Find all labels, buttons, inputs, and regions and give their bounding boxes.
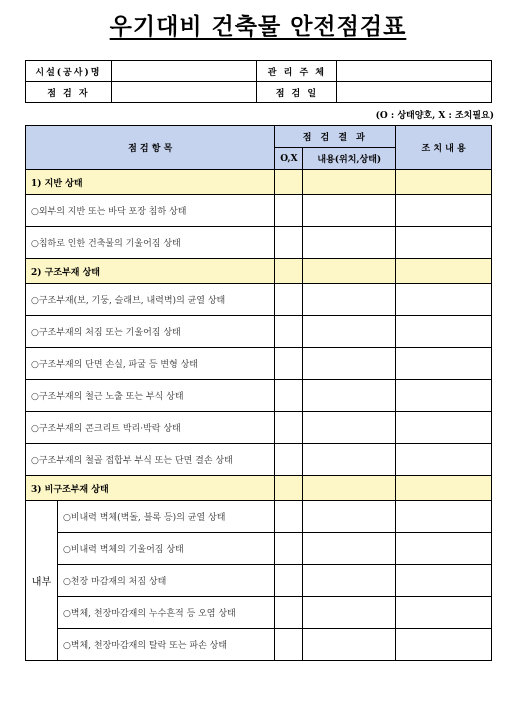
- action-cell[interactable]: [396, 227, 492, 259]
- action-cell[interactable]: [396, 501, 492, 533]
- table-row: [26, 380, 492, 412]
- ox-cell[interactable]: [275, 348, 303, 380]
- ox-cell[interactable]: [275, 597, 303, 629]
- table-row: [26, 501, 492, 533]
- table-row: [26, 597, 492, 629]
- action-cell[interactable]: [396, 195, 492, 227]
- ox-cell[interactable]: [275, 412, 303, 444]
- check-item: ○구조부재의 단면 손실, 파굴 등 변형 상태: [26, 348, 275, 380]
- table-row: [26, 195, 492, 227]
- section-row: [26, 476, 492, 501]
- action-cell[interactable]: [396, 284, 492, 316]
- content-cell[interactable]: [303, 227, 396, 259]
- manager-field[interactable]: [337, 61, 492, 82]
- content-cell[interactable]: [303, 316, 396, 348]
- table-row: [26, 227, 492, 259]
- content-cell[interactable]: [303, 195, 396, 227]
- ox-cell[interactable]: [275, 316, 303, 348]
- check-item: ○침하로 인한 건축물의 기울어짐 상태: [26, 227, 275, 259]
- info-table: [25, 60, 492, 103]
- section-title: 1) 지반 상태: [26, 170, 275, 195]
- content-cell[interactable]: [303, 565, 396, 597]
- checklist-table: [25, 125, 492, 661]
- section-row: [26, 170, 492, 195]
- section-row: [26, 259, 492, 284]
- check-item: ○구조부재의 철근 노출 또는 부식 상태: [26, 380, 275, 412]
- date-label: 점 검 일: [257, 82, 337, 103]
- ox-cell[interactable]: [275, 476, 303, 501]
- action-cell[interactable]: [396, 348, 492, 380]
- ox-cell[interactable]: [275, 501, 303, 533]
- content-cell[interactable]: [303, 476, 396, 501]
- table-row: [26, 284, 492, 316]
- check-item: ○천장 마감재의 처짐 상태: [57, 565, 274, 597]
- ox-cell[interactable]: [275, 380, 303, 412]
- inspector-label: 점 검 자: [26, 82, 112, 103]
- action-cell[interactable]: [396, 259, 492, 284]
- check-item: ○비내력 벽체의 기울어짐 상태: [57, 533, 274, 565]
- content-cell[interactable]: [303, 597, 396, 629]
- check-item: ○구조부재의 콘크리트 박리·박락 상태: [26, 412, 275, 444]
- date-field[interactable]: [337, 82, 492, 103]
- content-cell[interactable]: [303, 380, 396, 412]
- check-item: ○벽체, 천장마감재의 누수흔적 등 오염 상태: [57, 597, 274, 629]
- check-item: ○구조부재(보, 기둥, 슬래브, 내력벽)의 균열 상태: [26, 284, 275, 316]
- header-content: 내용(위치,상태): [303, 148, 396, 170]
- ox-cell[interactable]: [275, 284, 303, 316]
- action-cell[interactable]: [396, 444, 492, 476]
- table-row: [26, 412, 492, 444]
- header-ox: O,X: [275, 148, 303, 170]
- table-row: [26, 444, 492, 476]
- action-cell[interactable]: [396, 380, 492, 412]
- action-cell[interactable]: [396, 316, 492, 348]
- check-item: ○외부의 지반 또는 바닥 포장 침하 상태: [26, 195, 275, 227]
- section-title: 2) 구조부재 상태: [26, 259, 275, 284]
- content-cell[interactable]: [303, 284, 396, 316]
- ox-cell[interactable]: [275, 195, 303, 227]
- action-cell[interactable]: [396, 170, 492, 195]
- content-cell[interactable]: [303, 629, 396, 661]
- ox-cell[interactable]: [275, 629, 303, 661]
- section-title: 3) 비구조부재 상태: [26, 476, 275, 501]
- content-cell[interactable]: [303, 259, 396, 284]
- action-cell[interactable]: [396, 476, 492, 501]
- content-cell[interactable]: [303, 444, 396, 476]
- table-row: [26, 533, 492, 565]
- ox-cell[interactable]: [275, 259, 303, 284]
- check-item: ○구조부재의 철골 접합부 부식 또는 단면 결손 상태: [26, 444, 275, 476]
- action-cell[interactable]: [396, 629, 492, 661]
- legend-note: (O : 상태양호, X : 조치필요): [375, 111, 494, 121]
- table-row: [26, 565, 492, 597]
- inspector-field[interactable]: [111, 82, 257, 103]
- content-cell[interactable]: [303, 501, 396, 533]
- content-cell[interactable]: [303, 533, 396, 565]
- check-item: ○구조부재의 처짐 또는 기울어짐 상태: [26, 316, 275, 348]
- location-label: 내부: [26, 501, 58, 661]
- check-item: ○벽체, 천장마감재의 탈락 또는 파손 상태: [57, 629, 274, 661]
- page-title: 우기대비 건축물 안전점검표: [109, 13, 407, 40]
- action-cell[interactable]: [396, 533, 492, 565]
- facility-label: 시설(공사)명: [26, 61, 112, 82]
- content-cell[interactable]: [303, 170, 396, 195]
- ox-cell[interactable]: [275, 227, 303, 259]
- header-result: 점 검 결 과: [275, 126, 396, 148]
- facility-field[interactable]: [111, 61, 257, 82]
- ox-cell[interactable]: [275, 565, 303, 597]
- manager-label: 관 리 주 체: [257, 61, 337, 82]
- header-items: 점 검 항 목: [26, 126, 275, 170]
- action-cell[interactable]: [396, 412, 492, 444]
- ox-cell[interactable]: [275, 170, 303, 195]
- check-item: ○비내력 벽체(벽돌, 블록 등)의 균열 상태: [57, 501, 274, 533]
- ox-cell[interactable]: [275, 444, 303, 476]
- table-row: [26, 316, 492, 348]
- ox-cell[interactable]: [275, 533, 303, 565]
- action-cell[interactable]: [396, 565, 492, 597]
- content-cell[interactable]: [303, 412, 396, 444]
- table-row: [26, 629, 492, 661]
- table-row: [26, 348, 492, 380]
- header-action: 조 치 내 용: [396, 126, 492, 170]
- content-cell[interactable]: [303, 348, 396, 380]
- action-cell[interactable]: [396, 597, 492, 629]
